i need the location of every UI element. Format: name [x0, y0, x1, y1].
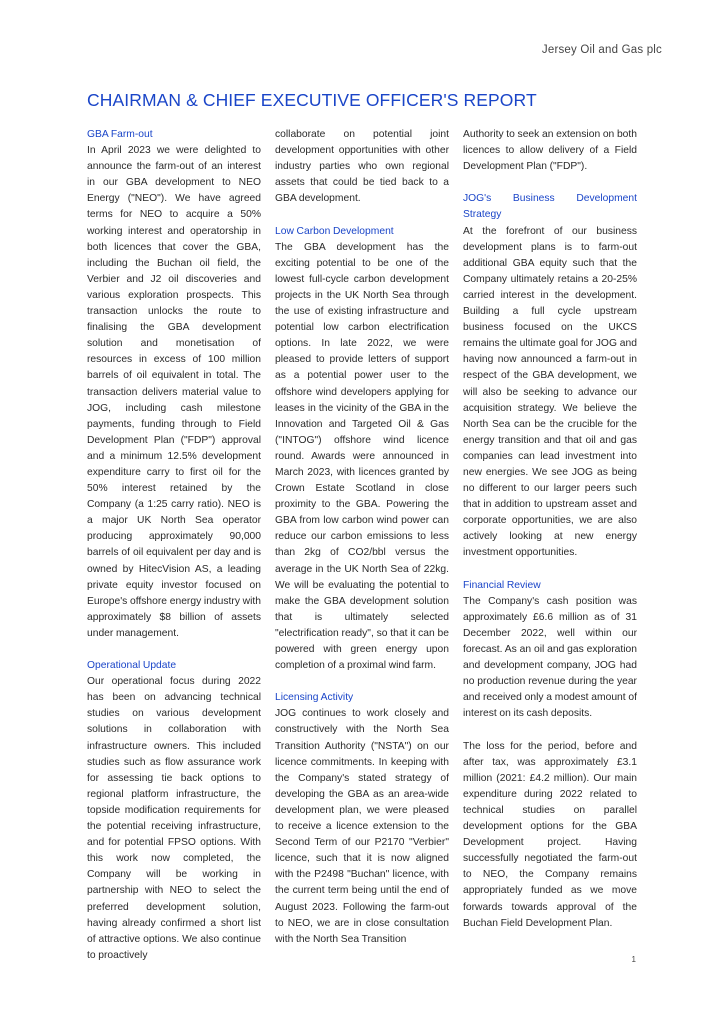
section-text-low-carbon: The GBA development has the exciting potential to be one of the lowest full-cycle carbon development projects in the UK North Sea through the use of existing infrastructure and potential low carbon electrification options. In late 2022, we were pleased to provide letters of support as a potential power user to the offshore wind developers applying for leases in the vicinity of the GBA in the Innovation and Targeted Oil & Gas ("INTOG") offshore wind licence round. Awards were announced in March 2023, with licences granted by Crown Estate Scotland in close proximity to the GBA. Powering the GBA from low carbon wind power can reduce our carbon emissions to less than 2kg of CO2/bbl versus the average in the UK North Sea of 22kg. We will be evaluating the potential to make the GBA development solution that is ultimately selected "electrification ready", so that it can be powered with green energy upon completion of a proximal wind farm.: [275, 241, 449, 672]
section-heading-gba-farm-out: GBA Farm-out: [87, 129, 153, 140]
section-text-gba-farm-out: In April 2023 we were delighted to announce the farm-out of an interest in our GBA development to NEO Energy ("NEO"). We have agreed terms for NEO to acquire a 50% working interest and operatorship in both licences that cover the GBA, including the Buchan oil field, the Verbier and J2 oil discoveries and various exploration prospects. This transaction unlocks the route to finalising the GBA development solution and monetisation of resources in excess of 100 million barrels of oil equivalent in total. The transaction delivers material value to JOG, including cash milestone payments, funding through to Field Development Plan ("FDP") approval and a minimum 12.5% development expenditure carry to first oil for the 50% interest retained by the Company (a 1:25 carry ratio). NEO is a major UK North Sea operator producing approximately 90,000 barrels of oil equivalent per day and is owned by HitecVision AS, a leading private equity investor focused on Europe's offshore energy industry with approximately $8 billion of assets under management.: [87, 145, 261, 639]
section-heading-operational-update: Operational Update: [87, 660, 177, 672]
section-heading-business-strategy: JOG's Business Development Strategy: [463, 193, 637, 221]
report-body: [87, 127, 637, 961]
section-text-financial-review-2: The loss for the period, before and after tax, was approximately £3.1 million (2021: £4.2 million). Our main expenditure during 2022 related to technical studies on parallel development options for the GBA Development project. Having successfully negotiated the farm-out to NEO, the Company remains appropriately funded as we move forwards towards approval of the Buchan Field Development Plan.: [463, 740, 637, 929]
page-number: 1: [631, 955, 636, 964]
report-title: CHAIRMAN & CHIEF EXECUTIVE OFFICER'S REPORT: [87, 90, 537, 110]
section-text-licensing: JOG continues to work closely and constructively with the North Sea Transition Authority ("NSTA") on our licence commitments. In keeping with the Company's stated strategy of developing the GBA as an area-wide development plan, we were pleased to receive a licence extension to the Second Term of our P2170 "Verbier" licence, such that it is now aligned with the P2498 "Buchan" licence, with the current term being until the end of August 2023. Following the farm-out to NEO, we are in close consultation with the North Sea Transition: [275, 708, 449, 945]
column-2: [275, 127, 449, 948]
section-heading-low-carbon: Low Carbon Development: [275, 225, 394, 237]
column-3: [463, 127, 637, 932]
section-text-operational-update: Our operational focus during 2022 has been on advancing technical studies on various development solutions in collaboration with infrastructure owners. This included studies such as flow assurance work for assessing tie back options to regional platform infrastructure, the topside modification requirements for the potential receiving infrastructure, and for potential FPSO options. With this work now completed, the Company will be working in partnership with NEO to select the preferred development solution, having already confirmed a short list of attractive options. We also continue to proactively: [87, 676, 261, 961]
column-1: [87, 127, 261, 964]
section-text-business-strategy: At the forefront of our business development plans is to farm-out additional GBA equity such that the Company ultimately retains a 20-25% carried interest in the development. Building a full cycle upstream business focused on the UKCS remains the ultimate goal for JOG and having now announced a farm-out in respect of the GBA development, we will also be seeking to advance our acquisition strategy. We believe the North Sea can be the crucible for the energy transition and that oil and gas companies can lead investment into new energies. We see JOG as being no different to our larger peers such that in addition to upstream asset and corporate opportunities, we are also actively looking at new energy investment opportunities.: [463, 225, 637, 559]
section-text-financial-review-1: The Company's cash position was approximately £6.6 million as of 31 December 2022, well within our forecast. As an oil and gas exploration and development company, JOG had no production revenue during the year and received only a modest amount of interest on its cash deposits.: [463, 595, 637, 720]
company-name: Jersey Oil and Gas plc: [541, 44, 662, 56]
section-heading-licensing: Licensing Activity: [275, 692, 354, 704]
section-text-licensing-continued: Authority to seek an extension on both licences to allow delivery of a Field Development Plan ("FDP").: [463, 129, 637, 173]
section-text-operational-update-continued: collaborate on potential joint development opportunities with other industry parties who own regional assets that could be tied back to a GBA development.: [275, 129, 449, 205]
section-heading-financial-review: Financial Review: [463, 579, 541, 591]
